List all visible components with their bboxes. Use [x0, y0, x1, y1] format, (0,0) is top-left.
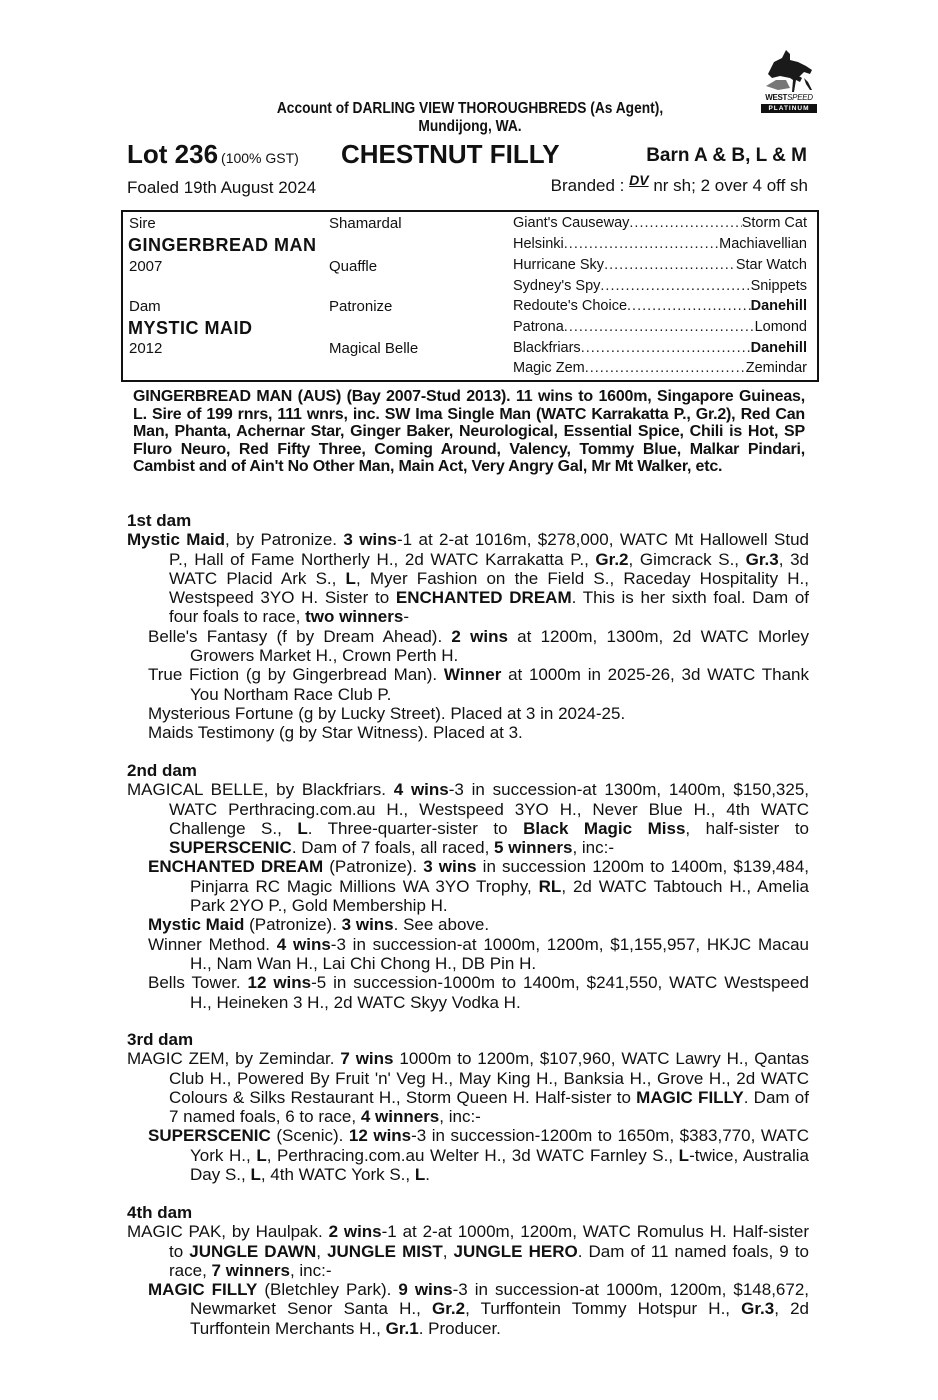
lot-number: Lot 236 — [127, 139, 219, 169]
second-dam-section — [127, 761, 809, 1012]
progeny-record: Winner Method. 4 wins-3 in succession-at 1000m, 1200m, $1,155,957, HKJC Macau H., Nam Wan H., Lai Chi Chong H., DB Pin H. — [148, 934, 809, 973]
great-grandsire-name: Machiavellian — [719, 236, 807, 252]
progeny-record: Mysterious Fortune (g by Lucky Street). Placed at 3 in 2024-25. — [148, 703, 626, 723]
dam-heading: 2nd dam — [127, 761, 197, 780]
great-grandsire-name: Lomond — [754, 319, 807, 335]
grandparent-name: Blackfriars — [513, 340, 581, 356]
progeny-record: Bells Tower. 12 wins-5 in succession-1000m to 1400m, $241,550, WATC Westspeed H., Heineken 3 H., 2d WATC Skyy Vodka H. — [148, 973, 809, 1012]
great-grandsire-name: Snippets — [750, 278, 807, 294]
dam-label: Dam — [129, 298, 161, 315]
dam-heading: 3rd dam — [127, 1030, 194, 1049]
sire-name: GINGERBREAD MAN — [128, 235, 317, 255]
leader-dots — [604, 257, 736, 273]
lot-header — [127, 139, 817, 171]
dam-heading: 4th dam — [127, 1203, 193, 1222]
great-grandsire-name: Danehill — [750, 340, 807, 356]
grandparent-name: Giant's Causeway — [513, 215, 630, 231]
branded-text: nr sh; 2 over 4 off sh — [653, 176, 808, 195]
progeny-record: Belle's Fantasy (f by Dream Ahead). 2 wins at 1200m, 1300m, 2d WATC Morley Growers Market H., Crown Perth H. — [148, 626, 809, 666]
sire-dam: Quaffle — [329, 258, 378, 275]
progeny-record: Maids Testimony (g by Star Witness). Placed at 3. — [148, 723, 523, 743]
grandparent-name: Patrona — [513, 319, 564, 335]
third-dam-section — [127, 1030, 809, 1184]
sire-label: Sire — [129, 215, 156, 232]
leader-dots — [564, 319, 755, 335]
progeny-record: ENCHANTED DREAM (Patronize). 3 wins in succession 1200m to 1400m, $139,484, Pinjarra RC Magic Millions WA 3YO Trophy, RL, 2d WATC Tabtouch H., Amelia Park 2YO P., Gold Membership H. — [148, 857, 810, 916]
leader-dots — [600, 278, 750, 294]
leader-dots — [581, 340, 751, 356]
progeny-record: Mystic Maid (Patronize). 3 wins. See above. — [148, 915, 490, 935]
dam-record: Mystic Maid, by Patronize. 3 wins-1 at 2-at 1016m, $278,000, WATC Mt Hallowell Stud P., Hall of Fame Northerly H., 2d WATC Karrakatta P., Gr.2, Gimcrack S., Gr.3, 3d WATC Placid Ark S., L, Myer Fashion on the Field S., Raceday Hospitality H., Westspeed 3YO H. Sister to ENCHANTED DREAM. This is her sixth foal. Dam of four foals to race, two winners- — [127, 530, 809, 627]
logo-brand: WESTSPEED — [765, 93, 813, 102]
progeny-record: SUPERSCENIC (Scenic). 12 wins-3 in succession-1200m to 1650m, $383,770, WATC York H., L, Perthracing.com.au Welter H., 3d WATC Farnley S., L-twice, Australia Day S., L, 4th WATC York S., L. — [148, 1126, 809, 1185]
dam-heading: 1st dam — [127, 511, 192, 530]
dam-record: MAGIC ZEM, by Zemindar. 7 wins 1000m to 1200m, $107,960, WATC Lawry H., Qantas Club H., Powered By Fruit 'n' Veg H., May King H., Banksia H., Grove H., 2d WATC Colours & Silks Restaurant H., Storm Queen H. Half-sister to MAGIC FILLY. Dam of 7 named foals, 6 to race, 4 winners, inc:- — [127, 1049, 810, 1127]
pedigree-table — [121, 210, 819, 382]
sire-summary: GINGERBREAD MAN (AUS) (Bay 2007-Stud 2013). 11 wins to 1600m, Singapore Guineas, L. Sire of 199 rnrs, 111 wnrs, inc. SW Ima Single Man (WATC Karrakatta P., Gr.2), Red Can Man, Phanta, Achernar Star, Ginger Baker, Neurological, Essential Spice, Chili is Hot, SP Fluro Neuro, Red Fifty Three, Coming Around, Valency, Tommy Blue, Malkar Pindari, Cambist and of Ain't No Other Man, Main Act, Very Angry Gal, Mr Mt Walker, etc. — [133, 388, 805, 475]
grandparent-row — [513, 340, 807, 356]
grandparent-name: Hurricane Sky — [513, 257, 605, 273]
grandparent-name: Sydney's Spy — [513, 278, 601, 294]
great-grandsire-name: Star Watch — [735, 257, 807, 273]
sire-year: 2007 — [129, 258, 163, 275]
branded-info — [551, 172, 808, 196]
fourth-dam-section — [127, 1203, 809, 1338]
vendor-account — [169, 100, 771, 136]
gst-note: (100% GST) — [221, 150, 299, 166]
leader-dots — [627, 298, 751, 314]
leader-dots — [585, 360, 746, 376]
grandparent-row — [513, 298, 807, 314]
dam-name: MYSTIC MAID — [128, 318, 253, 338]
leader-dots — [629, 215, 741, 231]
branded-label: Branded : — [550, 176, 625, 195]
sire-sire: Shamardal — [329, 215, 402, 232]
logo-tier: PLATINUM — [761, 104, 817, 113]
grandparent-name: Redoute's Choice — [513, 298, 628, 314]
leader-dots — [564, 236, 719, 252]
dam-record: MAGIC PAK, by Haulpak. 2 wins-1 at 2-at 1000m, 1200m, WATC Romulus H. Half-sister to JUNGLE DAWN, JUNGLE MIST, JUNGLE HERO. Dam of 11 named foals, 9 to race, 7 winners, inc:- — [127, 1222, 809, 1280]
dam-dam: Magical Belle — [329, 340, 419, 357]
grandparent-name: Magic Zem — [513, 360, 585, 376]
account-line-2: Mundijong, WA. — [418, 118, 522, 135]
dam-sire: Patronize — [329, 298, 393, 315]
grandparent-row — [513, 257, 807, 273]
grandparent-row — [513, 360, 807, 376]
grandparent-row — [513, 236, 807, 252]
account-line-1: Account of DARLING VIEW THOROUGHBREDS (As Agent), — [276, 100, 664, 117]
grandparent-row — [513, 278, 807, 294]
grandparent-name: Helsinki — [513, 236, 564, 252]
horse-silhouette-icon — [760, 48, 818, 94]
brand-mark: DV — [629, 172, 649, 188]
foaled-date: Foaled 19th August 2024 — [127, 178, 317, 197]
first-dam-section — [127, 511, 809, 743]
great-grandsire-name: Storm Cat — [741, 215, 807, 231]
progeny-record: True Fiction (g by Gingerbread Man). Winner at 1000m in 2025-26, 3d WATC Thank You Northam Race Club P. — [148, 665, 809, 704]
great-grandsire-name: Danehill — [750, 298, 807, 314]
great-grandsire-name: Zemindar — [745, 360, 807, 376]
progeny-record: MAGIC FILLY (Bletchley Park). 9 wins-3 in succession-at 1000m, 1200m, $148,672, Newmarket Senor Santa H., Gr.2, Turffontein Tommy Hotspur H., Gr.3, 2d Turffontein Merchants H., Gr.1. Producer. — [148, 1280, 810, 1338]
dam-record: MAGICAL BELLE, by Blackfriars. 4 wins-3 in succession-at 1300m, 1400m, $150,325, WATC Perthracing.com.au H., Westspeed 3YO H., Never Blue H., 4th WATC Challenge S., L. Three-quarter-sister to Black Magic Miss, half-sister to SUPERSCENIC. Dam of 7 foals, all raced, 5 winners, inc:- — [127, 780, 810, 858]
lot-description: CHESTNUT FILLY — [341, 139, 560, 169]
barn-location: Barn A & B, L & M — [646, 145, 807, 166]
grandparent-row — [513, 215, 807, 231]
grandparent-row — [513, 319, 807, 335]
dam-year: 2012 — [129, 340, 163, 357]
